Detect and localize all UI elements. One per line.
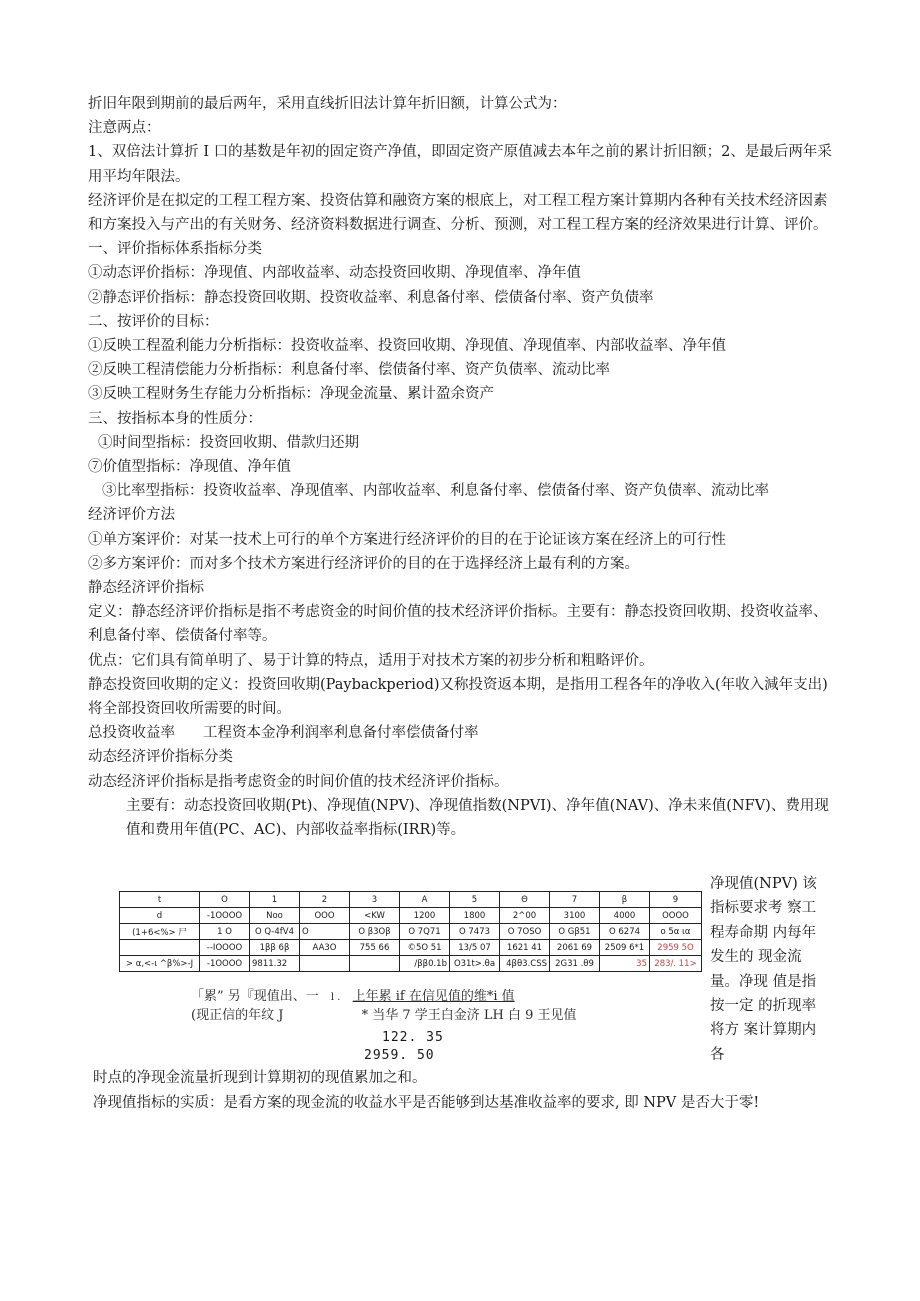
cashflow-table <box>119 891 702 972</box>
paragraph: 经济评价是在拟定的工程工程方案、投资估算和融资方案的根底上，对工程工程方案计算期内各种有关技术经济因素和方案投入与产出的有关财务、经济资料数据进行调查、分析、预测，对工程工程方案的经济效果进行计算、评价。 <box>88 192 828 234</box>
table-cell: 755 66 <box>350 940 400 956</box>
paragraph: 优点：它们具有简单明了、易于计算的特点，适用于对技术方案的初步分析和粗略评价。 <box>88 652 654 669</box>
table-cell: O <box>300 924 350 940</box>
table-cell: OOOO <box>650 908 702 924</box>
table-cell: 9811.32 <box>250 956 300 972</box>
paragraph: 定义：静态经济评价指标是指不考虑资金的时间价值的技术经济评价指标。主要有：静态投资回收期、投资收益率、利息备付率、偿债备付率等。 <box>88 604 828 645</box>
note-fragment: 上年累 if 在信见值的维*i 值 <box>352 989 515 1004</box>
list-item: ①单方案评价：对某一技术上可行的单个方案进行经济评价的目的在于论证该方案在经济上的可行性 <box>88 531 726 548</box>
table-cell: O Q-4fV4 <box>250 924 300 940</box>
paragraph: 动态经济评价指标是指考虑资金的时间价值的技术经济评价指标。 <box>88 773 509 790</box>
table-cell: O 6274 <box>600 924 650 940</box>
table-cell: 1 O <box>200 924 250 940</box>
table-cell: 13/5 07 <box>450 940 500 956</box>
note-fragment: 「累” 另『现值出、一 <box>191 989 319 1004</box>
section-heading: 静态经济评价指标 <box>88 580 204 597</box>
section-heading: 三、按指标本身的性质分： <box>88 410 262 427</box>
table-cell: 1621 41 <box>500 940 550 956</box>
table-header-row <box>120 892 702 908</box>
table-cell: 1800 <box>450 908 500 924</box>
table-cell: 2 <box>300 892 350 908</box>
table-cell: 5 <box>450 892 500 908</box>
table-cell: o 5α ια <box>650 924 702 940</box>
table-cell: O Gβ51 <box>550 924 600 940</box>
garbled-note-line <box>191 985 515 1004</box>
list-item: ①动态评价指标：净现值、内部收益率、动态投资回收期、净现值率、净年值 <box>88 265 581 282</box>
table-cell: O 7OSO <box>500 924 550 940</box>
table-row <box>120 924 702 940</box>
table-cell: 2959 5O <box>650 940 702 956</box>
table-cell: Noo <box>250 908 300 924</box>
table-cell: Θ <box>500 892 550 908</box>
note-fragment: (现正信的年纹 J <box>191 1008 284 1023</box>
note-fragment: * 当华 7 学王白金济 LH 白 9 王见值 <box>361 1008 577 1023</box>
table-cell: ©5O 51 <box>400 940 450 956</box>
table-cell <box>300 956 350 972</box>
table-cell <box>350 956 400 972</box>
paragraph: 时点的净现金流量折现到计算期初的现值累加之和。 <box>93 1070 427 1086</box>
table-cell: -1OOOO <box>200 956 250 972</box>
section-heading: 二、按评价的目标： <box>88 313 219 330</box>
table-cell: 283/. 11> <box>650 956 702 972</box>
section-heading: 动态经济评价指标分类 <box>88 749 233 766</box>
table-cell: O31t>.θa <box>450 956 500 972</box>
table-cell: A <box>400 892 450 908</box>
table-cell: (1+6<%> 尸 <box>120 924 200 940</box>
table-cell: d <box>120 908 200 924</box>
table-cell: > α,<-ι ^β%>-J <box>120 956 200 972</box>
table-cell: 2509 6*1 <box>600 940 650 956</box>
table-cell: OOO <box>300 908 350 924</box>
table-row <box>120 940 702 956</box>
cashflow-table-container <box>119 891 701 972</box>
list-item: ①反映工程盈利能力分析指标：投资收益率、投资回收期、净现值、净现值率、内部收益率、净年值 <box>88 338 726 355</box>
table-cell: /ββ0.1b <box>400 956 450 972</box>
document-body <box>88 92 838 842</box>
npv-sidebar-text: 净现值(NPV) 该指标要求考 察工程寿命期 内每年发生的 现金流量。净现 值是指按一定 的折现率将方 案计算期内各 <box>710 876 817 1063</box>
list-item: ⑦价值型指标：净现值、净年值 <box>88 459 291 476</box>
table-cell: O 7473 <box>450 924 500 940</box>
table-cell: 2^00 <box>500 908 550 924</box>
table-cell: 7 <box>550 892 600 908</box>
indicator-label: 工程资本金净利润率利息备付率偿债备付率 <box>203 725 479 742</box>
paragraph: 折旧年限到期前的最后两年，采用直线折旧法计算年折旧额，计算公式为： <box>88 96 567 112</box>
table-cell: AA3O <box>300 940 350 956</box>
table-cell: --IOOOO <box>200 940 250 956</box>
note-fragment: l . <box>330 992 341 1003</box>
table-cell: β <box>600 892 650 908</box>
table-cell: 4βθ3.CSS <box>500 956 550 972</box>
table-cell: 3100 <box>550 908 600 924</box>
indicator-label: 总投资收益率 <box>88 725 175 742</box>
paragraph: 注意两点： <box>88 120 161 137</box>
table-cell: 35 <box>600 956 650 972</box>
table-cell: 1ββ 6β <box>250 940 300 956</box>
list-item: ②静态评价指标：静态投资回收期、投资收益率、利息备付率、偿债备付率、资产负债率 <box>88 289 654 306</box>
table-cell: 3 <box>350 892 400 908</box>
garbled-note-line <box>191 1004 577 1023</box>
paragraph: 静态投资回收期的定义：投资回收期(Paybackperiod)又称投资返本期，是指用工程各年的净收入(年收入減年支出)将全部投资回收所需要的时间。 <box>88 676 828 718</box>
table-cell: 1200 <box>400 908 450 924</box>
table-cell: 2061 69 <box>550 940 600 956</box>
list-item: ②反映工程清偿能力分析指标：利息备付率、偿债备付率、资产负债率、流动比率 <box>88 362 610 379</box>
table-cell <box>120 940 200 956</box>
section-heading: 经济评价方法 <box>88 507 175 524</box>
table-cell: O 7Q71 <box>400 924 450 940</box>
paragraph: 1、双倍法计算折 I 口的基数是年初的固定资产净值，即固定资产原值减去本年之前的累计折旧额；2、是最后两年采用平均年限法。 <box>88 144 832 185</box>
closing-text <box>93 1066 853 1116</box>
table-cell: 1 <box>250 892 300 908</box>
list-item: ②多方案评价：而对多个技术方案进行经济评价的目的在于选择经济上最有利的方案。 <box>88 555 639 572</box>
table-cell: O β3Oβ <box>350 924 400 940</box>
table-row <box>120 908 702 924</box>
table-cell: -1OOOO <box>200 908 250 924</box>
table-cell: O <box>200 892 250 908</box>
section-heading: 一、评价指标体系指标分类 <box>88 241 262 258</box>
table-row <box>120 956 702 972</box>
paragraph: 主要有：动态投资回收期(Pt)、净现值(NPV)、净现值指数(NPVI)、净年值(NAV)、净未来值(NFV)、费用现值和费用年值(PC、AC)、内部收益率指标(IRR)等。 <box>126 797 829 839</box>
list-item: ③反映工程财务生存能力分析指标：净现金流量、累计盈余资产 <box>88 386 494 403</box>
figure-value: 122. 35 <box>382 1030 444 1045</box>
indicator-list <box>88 721 838 745</box>
table-cell: 9 <box>650 892 702 908</box>
table-cell: <KW <box>350 908 400 924</box>
table-cell: 2G31 .θ9 <box>550 956 600 972</box>
paragraph: 净现值指标的实质：是看方案的现金流的收益水平是否能够到达基准收益率的要求, 即 NPV 是否大于零! <box>93 1095 760 1111</box>
table-cell: t <box>120 892 200 908</box>
figure-value: 2959. 50 <box>364 1048 435 1063</box>
table-cell: 4000 <box>600 908 650 924</box>
list-item: ①时间型指标：投资回收期、借款归还期 <box>98 434 359 451</box>
list-item: ③比率型指标：投资收益率、净现值率、内部收益率、利息备付率、偿债备付率、资产负债率、流动比率 <box>102 483 769 500</box>
